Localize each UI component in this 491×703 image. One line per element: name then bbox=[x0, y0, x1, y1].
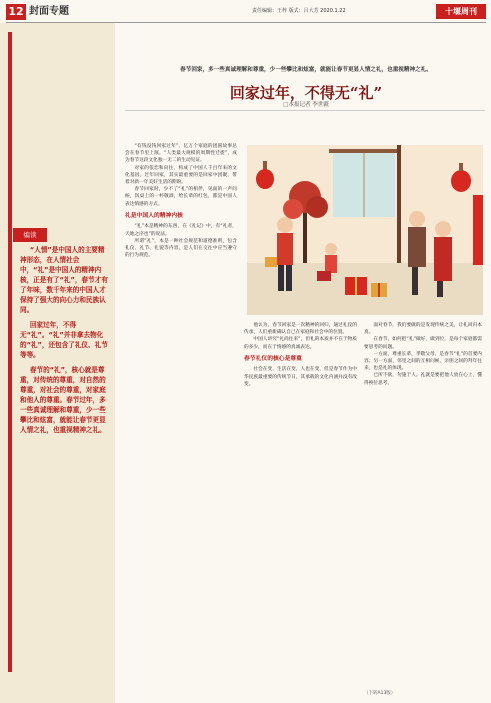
body-paragraph: 在春节，如何把“礼”做好，做到位，是每个家庭都需要思考的问题。 bbox=[364, 337, 482, 350]
subheading: 春节礼仪的核心是尊重 bbox=[244, 355, 302, 362]
brand-logo: 十堰周刊 bbox=[436, 4, 486, 19]
sidebar-tag: 编读 bbox=[13, 228, 47, 242]
page-number: 12 bbox=[6, 4, 26, 20]
body-paragraph: 面对春节，我们要做的是发现传统之美，让礼回归本真。 bbox=[364, 323, 482, 336]
sidebar-strip bbox=[8, 32, 12, 672]
body-paragraph: “礼”本是精神的东西，在《礼记》中，有“礼者，天地之序也”的说法。 bbox=[125, 224, 237, 237]
guide-paragraph: 春节的“礼”，核心就是尊重，对传统的尊重，对自然的尊重，对社会的尊重，对家庭和他人的尊重。春节过年，多一些真诚理解和尊重，少一些攀比和炫富，就能让春节更显人情之礼，也重视精神之礼。 bbox=[20, 366, 106, 434]
body-paragraph: 社会在变，生活在变，人也在变，但是春节作为中华民族最重要的传统节日，其承载的文化内涵并没有改变。 bbox=[244, 367, 357, 387]
title-rule bbox=[125, 110, 485, 111]
article-title: 回家过年，不得无“礼” bbox=[229, 84, 383, 102]
article-column-2 bbox=[244, 322, 357, 698]
article-byline: □本报记者 李世疆 bbox=[283, 102, 329, 108]
editor-meta: 责任编辑：王梓 版式：吕大芳 2020.1.22 bbox=[252, 8, 346, 14]
body-paragraph: 已所不欲，勿施于人。礼就是要把他人放在心上，懂得换位思考。 bbox=[364, 373, 482, 386]
guide-paragraph: 回家过年，不得无“礼”。“礼”并非拿去物化的“礼”，还包含了礼仪、礼节等等。 bbox=[20, 321, 108, 359]
body-paragraph: 所谓“礼”，本是一种社会规范和道德准则，包含礼仪、礼节、礼貌等内容，是人们在交往中应当遵守的行为规范。 bbox=[125, 238, 237, 259]
body-paragraph: 春节回家时，少不了“礼”的相伴，见面的一声问候，饭桌上的一杯敬酒，给长辈的红包，都是中国人表达情感的方式。 bbox=[125, 187, 237, 207]
body-paragraph: “有钱没钱回家过年”，亿万个家庭的团圆故事总会在春节里上演。“人类最大规模的周期性迁徙”，成为春节这段文化独一无二的生动见证。 bbox=[125, 144, 237, 164]
guide-paragraph: “人情”是中国人的主要精神形态，在人情社会中，“礼”是中国人的精神内核，正是有了“礼”，春节才有了年味，数千年来的中国人才保持了强大的向心力和民族认同。 bbox=[20, 246, 108, 314]
sidebar-guide bbox=[20, 245, 110, 440]
continuation-note: （下转A13版） bbox=[364, 691, 396, 696]
body-paragraph: 中国人讲究“礼尚往来”，但礼的本质并不在于物质的多少，而在于情感的真诚表达。 bbox=[244, 337, 357, 350]
page-header bbox=[0, 0, 491, 22]
article-intro: 春节回家，多一些真诚理解和尊重，少一些攀比和炫富，就能让春节更显人情之礼，也重视精神之礼。 bbox=[180, 67, 432, 73]
body-paragraph: 对家的依恋和向往，构成了中国人千百年来的文化基因。过年回家，其实最重要的是回家中团聚，带着对新一年美好生活的期盼。 bbox=[125, 165, 237, 186]
family-illustration bbox=[247, 145, 483, 315]
article-column-3 bbox=[364, 322, 482, 698]
window-shape bbox=[329, 149, 399, 217]
illustration-svg bbox=[247, 145, 483, 315]
body-paragraph: 他认为，春节回家是一次精神的回归，通过礼仪的传承，人们重新确认自己在家庭和社会中的位置。 bbox=[244, 323, 357, 336]
subheading: 礼是中国人的精神内核 bbox=[125, 212, 183, 219]
article-column-1 bbox=[125, 143, 237, 698]
section-title: 封面专题 bbox=[29, 6, 69, 17]
body-paragraph: 一方面，尊重长辈，孝敬父母，是春节“礼”的首要内容；另一方面，邻里之间的互相问候，亲朋之间的拜年往来，也是礼的体现。 bbox=[364, 351, 482, 372]
